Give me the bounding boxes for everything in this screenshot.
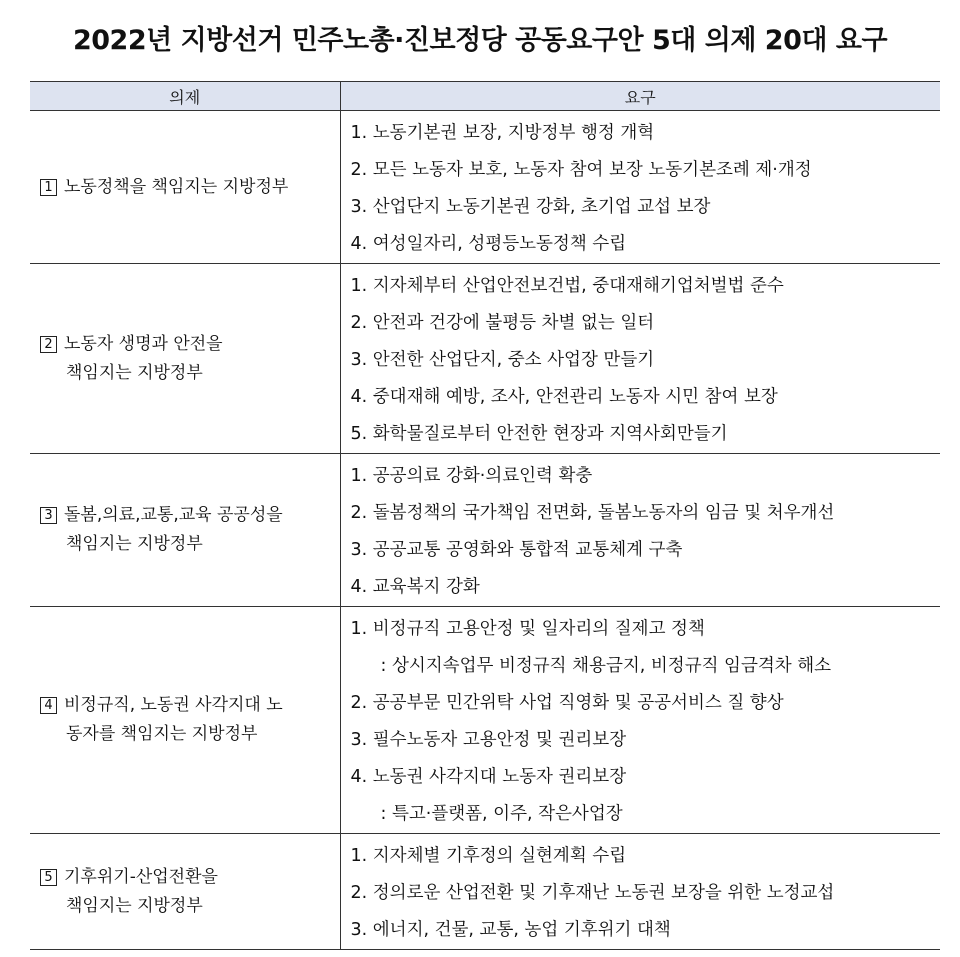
demands-cell: [340, 607, 940, 834]
demand-item: 2. 안전과 건강에 불평등 차별 없는 일터: [350, 313, 655, 333]
demand-item: 4. 중대재해 예방, 조사, 안전관리 노동자 시민 참여 보장: [350, 387, 778, 407]
agenda-number-box: 4: [40, 697, 57, 714]
agenda-line1: 노동정책을 책임지는 지방정부: [64, 176, 289, 197]
agenda-cell: [30, 607, 340, 834]
demand-item: 1. 지자체별 기후정의 실현계획 수립: [350, 846, 627, 866]
table-row: [30, 607, 940, 834]
page-title: [0, 18, 960, 57]
demand-item: 4. 노동권 사각지대 노동자 권리보장: [350, 767, 627, 787]
demands-cell: [340, 111, 940, 264]
agenda-line1: 비정규직, 노동권 사각지대 노: [64, 695, 283, 715]
title-prefix: 2022년 지방선거 민주노총·진보정당 공동요구안: [72, 25, 644, 56]
agenda-number-box: 1: [40, 179, 57, 196]
agenda-cell: [30, 264, 340, 454]
table-row: [30, 264, 940, 454]
agenda-number-box: 2: [40, 336, 57, 353]
demand-item: 1. 지자체부터 산업안전보건법, 중대재해기업처벌법 준수: [350, 276, 784, 296]
agenda-cell: [30, 111, 340, 264]
demand-item: 3. 에너지, 건물, 교통, 농업 기후위기 대책: [350, 920, 671, 940]
table-row: [30, 834, 940, 950]
demand-item: 1. 공공의료 강화·의료인력 확충: [350, 466, 593, 486]
agenda-line2: 동자를 책임지는 지방정부: [66, 724, 258, 744]
title-emphasis: 5대 의제 20대 요구: [651, 25, 888, 56]
demand-item: 3. 산업단지 노동기본권 강화, 초기업 교섭 보장: [350, 197, 711, 217]
agenda-line1: 돌봄,의료,교통,교육 공공성을: [64, 505, 283, 525]
demand-item: 2. 돌봄정책의 국가책임 전면화, 돌봄노동자의 임금 및 처우개선: [350, 503, 835, 523]
demand-item: 2. 공공부문 민간위탁 사업 직영화 및 공공서비스 질 향상: [350, 693, 784, 713]
demand-item: 1. 노동기본권 보장, 지방정부 행정 개혁: [350, 123, 655, 143]
demand-item: 5. 화학물질로부터 안전한 현장과 지역사회만들기: [350, 424, 728, 444]
agenda-cell: [30, 834, 340, 950]
agenda-line2: 책임지는 지방정부: [66, 362, 203, 383]
agenda-line2: 책임지는 지방정부: [66, 895, 203, 916]
demand-item: 2. 정의로운 산업전환 및 기후재난 노동권 보장을 위한 노정교섭: [350, 883, 835, 903]
agenda-number-box: 5: [40, 869, 57, 886]
demand-item: 3. 공공교통 공영화와 통합적 교통체계 구축: [350, 540, 683, 560]
table-row: [30, 454, 940, 607]
demand-item: 4. 교육복지 강화: [350, 577, 480, 597]
demand-item: 2. 모든 노동자 보호, 노동자 참여 보장 노동기본조례 제·개정: [350, 160, 812, 180]
header-demands: 요구: [340, 82, 940, 111]
agenda-line1: 기후위기-산업전환을: [64, 866, 218, 887]
demands-table: [30, 81, 940, 950]
header-agenda: 의제: [30, 82, 340, 111]
demand-subitem: : 상시지속업무 비정규직 채용금지, 비정규직 임금격차 해소: [380, 656, 832, 676]
demand-subitem: : 특고·플랫폼, 이주, 작은사업장: [380, 804, 623, 824]
demands-cell: [340, 834, 940, 950]
demand-item: 4. 여성일자리, 성평등노동정책 수립: [350, 234, 627, 254]
table-row: [30, 111, 940, 264]
demand-item: 1. 비정규직 고용안정 및 일자리의 질제고 정책: [350, 619, 705, 639]
demands-cell: [340, 454, 940, 607]
demand-item: 3. 안전한 산업단지, 중소 사업장 만들기: [350, 350, 655, 370]
agenda-line1: 노동자 생명과 안전을: [64, 333, 223, 354]
table-header-row: [30, 82, 940, 111]
demands-cell: [340, 264, 940, 454]
demand-item: 3. 필수노동자 고용안정 및 권리보장: [350, 730, 627, 750]
agenda-number-box: 3: [40, 507, 57, 524]
agenda-cell: [30, 454, 340, 607]
agenda-line2: 책임지는 지방정부: [66, 534, 203, 554]
